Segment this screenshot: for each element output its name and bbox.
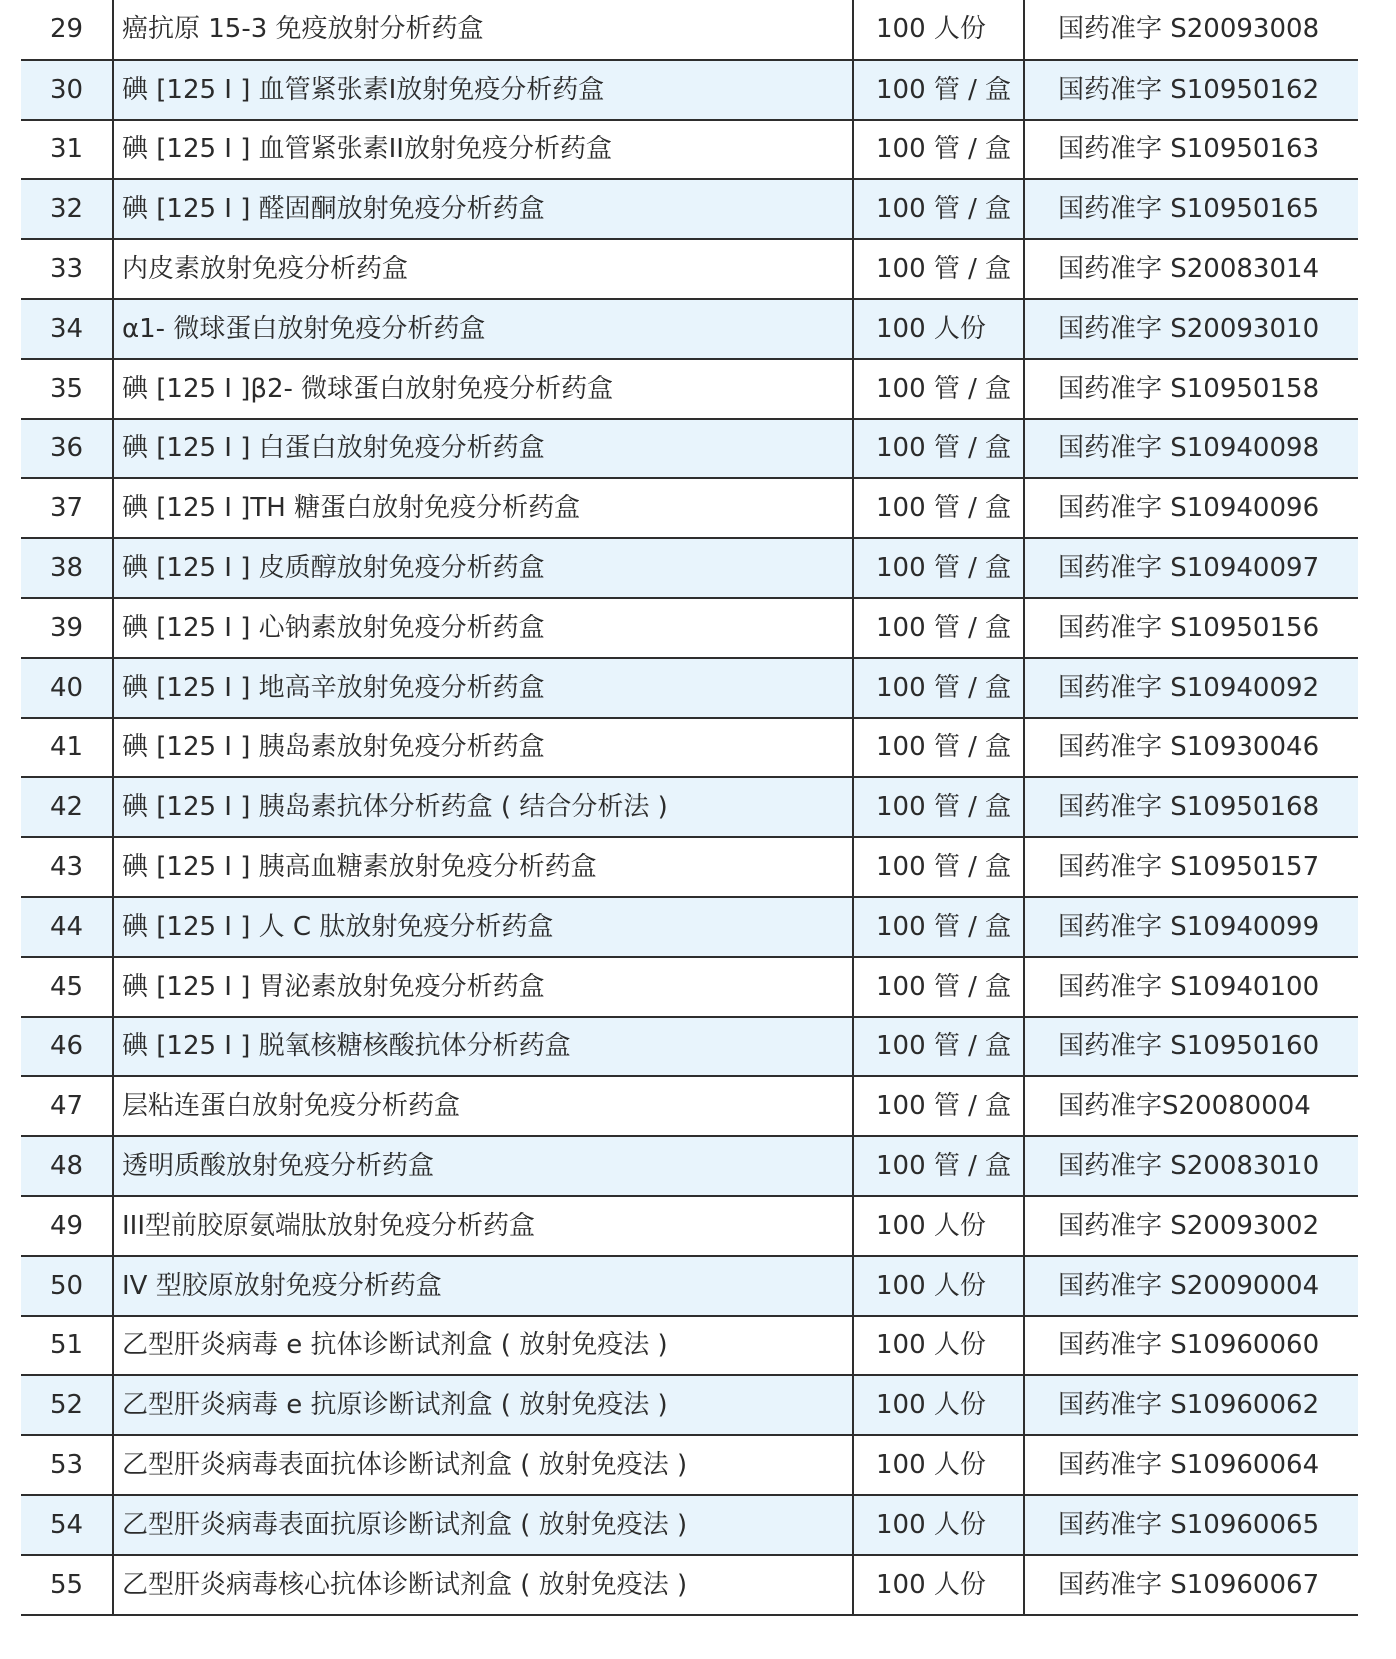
specification-cell: 100 管 / 盒 xyxy=(853,598,1024,658)
approval-number-cell: 国药准字 S20093010 xyxy=(1024,299,1358,359)
specification-cell: 100 管 / 盒 xyxy=(853,1017,1024,1077)
table-row xyxy=(21,598,1358,658)
specification-cell: 100 人份 xyxy=(853,1375,1024,1435)
product-name-cell: 碘 [125 I ] 白蛋白放射免疫分析药盒 xyxy=(113,419,853,479)
table-row xyxy=(21,658,1358,718)
product-name-cell: 碘 [125 I ] 人 C 肽放射免疫分析药盒 xyxy=(113,897,853,957)
table-row xyxy=(21,1495,1358,1555)
approval-number-cell: 国药准字 S10940092 xyxy=(1024,658,1358,718)
row-number-cell: 43 xyxy=(21,837,113,897)
specification-cell: 100 管 / 盒 xyxy=(853,837,1024,897)
specification-cell: 100 管 / 盒 xyxy=(853,419,1024,479)
row-number-cell: 54 xyxy=(21,1495,113,1555)
specification-cell: 100 人份 xyxy=(853,1256,1024,1316)
row-number-cell: 42 xyxy=(21,777,113,837)
table-row xyxy=(21,239,1358,299)
table-row xyxy=(21,777,1358,837)
table-row xyxy=(21,120,1358,180)
approval-number-cell: 国药准字 S10950163 xyxy=(1024,120,1358,180)
product-name-cell: 碘 [125 I ] 心钠素放射免疫分析药盒 xyxy=(113,598,853,658)
table-row xyxy=(21,60,1358,120)
product-name-cell: 碘 [125 I ] 胰岛素放射免疫分析药盒 xyxy=(113,718,853,778)
table-row xyxy=(21,1076,1358,1136)
table-row xyxy=(21,897,1358,957)
row-number-cell: 47 xyxy=(21,1076,113,1136)
table-row xyxy=(21,1375,1358,1435)
row-number-cell: 35 xyxy=(21,359,113,419)
table-row xyxy=(21,0,1358,60)
specification-cell: 100 管 / 盒 xyxy=(853,777,1024,837)
approval-number-cell: 国药准字 S10960064 xyxy=(1024,1435,1358,1495)
approval-number-cell: 国药准字 S20083014 xyxy=(1024,239,1358,299)
specification-cell: 100 人份 xyxy=(853,299,1024,359)
specification-cell: 100 管 / 盒 xyxy=(853,239,1024,299)
specification-cell: 100 人份 xyxy=(853,1435,1024,1495)
specification-cell: 100 管 / 盒 xyxy=(853,538,1024,598)
row-number-cell: 45 xyxy=(21,957,113,1017)
table-row xyxy=(21,1316,1358,1376)
approval-number-cell: 国药准字 S20090004 xyxy=(1024,1256,1358,1316)
row-number-cell: 51 xyxy=(21,1316,113,1376)
row-number-cell: 31 xyxy=(21,120,113,180)
product-name-cell: 碘 [125 I ] 胰岛素抗体分析药盒 ( 结合分析法 ) xyxy=(113,777,853,837)
row-number-cell: 40 xyxy=(21,658,113,718)
specification-cell: 100 人份 xyxy=(853,1316,1024,1376)
specification-cell: 100 管 / 盒 xyxy=(853,60,1024,120)
specification-cell: 100 管 / 盒 xyxy=(853,658,1024,718)
table-row xyxy=(21,179,1358,239)
table-row xyxy=(21,538,1358,598)
approval-number-cell: 国药准字 S10960065 xyxy=(1024,1495,1358,1555)
row-number-cell: 32 xyxy=(21,179,113,239)
specification-cell: 100 管 / 盒 xyxy=(853,718,1024,778)
approval-number-cell: 国药准字 S10940097 xyxy=(1024,538,1358,598)
table-row xyxy=(21,1256,1358,1316)
row-number-cell: 50 xyxy=(21,1256,113,1316)
approval-number-cell: 国药准字 S10930046 xyxy=(1024,718,1358,778)
row-number-cell: 33 xyxy=(21,239,113,299)
row-number-cell: 41 xyxy=(21,718,113,778)
product-name-cell: 乙型肝炎病毒核心抗体诊断试剂盒 ( 放射免疫法 ) xyxy=(113,1555,853,1615)
row-number-cell: 49 xyxy=(21,1196,113,1256)
table-row xyxy=(21,478,1358,538)
product-name-cell: 内皮素放射免疫分析药盒 xyxy=(113,239,853,299)
table-row xyxy=(21,718,1358,778)
row-number-cell: 53 xyxy=(21,1435,113,1495)
product-name-cell: 层粘连蛋白放射免疫分析药盒 xyxy=(113,1076,853,1136)
approval-number-cell: 国药准字 S10950165 xyxy=(1024,179,1358,239)
approval-number-cell: 国药准字 S10950158 xyxy=(1024,359,1358,419)
product-name-cell: 乙型肝炎病毒表面抗原诊断试剂盒 ( 放射免疫法 ) xyxy=(113,1495,853,1555)
approval-number-cell: 国药准字 S10950156 xyxy=(1024,598,1358,658)
product-name-cell: III型前胶原氨端肽放射免疫分析药盒 xyxy=(113,1196,853,1256)
table-row xyxy=(21,1555,1358,1615)
approval-number-cell: 国药准字 S10960067 xyxy=(1024,1555,1358,1615)
approval-number-cell: 国药准字 S10940096 xyxy=(1024,478,1358,538)
approval-number-cell: 国药准字 S10940099 xyxy=(1024,897,1358,957)
table-row xyxy=(21,419,1358,479)
row-number-cell: 37 xyxy=(21,478,113,538)
approval-number-cell: 国药准字 S10950168 xyxy=(1024,777,1358,837)
row-number-cell: 55 xyxy=(21,1555,113,1615)
product-name-cell: IV 型胶原放射免疫分析药盒 xyxy=(113,1256,853,1316)
specification-cell: 100 管 / 盒 xyxy=(853,179,1024,239)
table-row xyxy=(21,1136,1358,1196)
specification-cell: 100 管 / 盒 xyxy=(853,1136,1024,1196)
product-name-cell: 乙型肝炎病毒表面抗体诊断试剂盒 ( 放射免疫法 ) xyxy=(113,1435,853,1495)
specification-cell: 100 管 / 盒 xyxy=(853,478,1024,538)
approval-number-cell: 国药准字 S10950160 xyxy=(1024,1017,1358,1077)
approval-number-cell: 国药准字 S10950157 xyxy=(1024,837,1358,897)
row-number-cell: 29 xyxy=(21,0,113,60)
product-name-cell: α1- 微球蛋白放射免疫分析药盒 xyxy=(113,299,853,359)
product-name-cell: 碘 [125 I ] 血管紧张素I放射免疫分析药盒 xyxy=(113,60,853,120)
product-name-cell: 碘 [125 I ] 地高辛放射免疫分析药盒 xyxy=(113,658,853,718)
specification-cell: 100 人份 xyxy=(853,1495,1024,1555)
specification-cell: 100 管 / 盒 xyxy=(853,957,1024,1017)
product-name-cell: 碘 [125 I ] 血管紧张素II放射免疫分析药盒 xyxy=(113,120,853,180)
row-number-cell: 52 xyxy=(21,1375,113,1435)
approval-number-cell: 国药准字 S20083010 xyxy=(1024,1136,1358,1196)
specification-cell: 100 人份 xyxy=(853,1196,1024,1256)
approval-number-cell: 国药准字 S20093008 xyxy=(1024,0,1358,60)
table-row xyxy=(21,1017,1358,1077)
product-name-cell: 碘 [125 I ]β2- 微球蛋白放射免疫分析药盒 xyxy=(113,359,853,419)
product-name-cell: 碘 [125 I ] 胃泌素放射免疫分析药盒 xyxy=(113,957,853,1017)
table-body xyxy=(21,0,1358,1615)
row-number-cell: 48 xyxy=(21,1136,113,1196)
row-number-cell: 34 xyxy=(21,299,113,359)
approval-number-cell: 国药准字 S20093002 xyxy=(1024,1196,1358,1256)
specification-cell: 100 管 / 盒 xyxy=(853,359,1024,419)
table-row xyxy=(21,837,1358,897)
product-name-cell: 癌抗原 15-3 免疫放射分析药盒 xyxy=(113,0,853,60)
row-number-cell: 38 xyxy=(21,538,113,598)
row-number-cell: 46 xyxy=(21,1017,113,1077)
approval-number-cell: 国药准字 S10940100 xyxy=(1024,957,1358,1017)
product-name-cell: 碘 [125 I ]TH 糖蛋白放射免疫分析药盒 xyxy=(113,478,853,538)
approval-number-cell: 国药准字 S10940098 xyxy=(1024,419,1358,479)
product-name-cell: 碘 [125 I ] 胰高血糖素放射免疫分析药盒 xyxy=(113,837,853,897)
specification-cell: 100 人份 xyxy=(853,1555,1024,1615)
table-row xyxy=(21,1196,1358,1256)
product-name-cell: 碘 [125 I ] 脱氧核糖核酸抗体分析药盒 xyxy=(113,1017,853,1077)
approval-number-cell: 国药准字 S10950162 xyxy=(1024,60,1358,120)
specification-cell: 100 管 / 盒 xyxy=(853,1076,1024,1136)
product-name-cell: 透明质酸放射免疫分析药盒 xyxy=(113,1136,853,1196)
table-row xyxy=(21,299,1358,359)
approval-number-cell: 国药准字S20080004 xyxy=(1024,1076,1358,1136)
table-row xyxy=(21,957,1358,1017)
row-number-cell: 30 xyxy=(21,60,113,120)
table-row xyxy=(21,1435,1358,1495)
specification-cell: 100 管 / 盒 xyxy=(853,120,1024,180)
product-name-cell: 乙型肝炎病毒 e 抗原诊断试剂盒 ( 放射免疫法 ) xyxy=(113,1375,853,1435)
specification-cell: 100 人份 xyxy=(853,0,1024,60)
specification-cell: 100 管 / 盒 xyxy=(853,897,1024,957)
table-row xyxy=(21,359,1358,419)
approval-number-cell: 国药准字 S10960060 xyxy=(1024,1316,1358,1376)
product-name-cell: 乙型肝炎病毒 e 抗体诊断试剂盒 ( 放射免疫法 ) xyxy=(113,1316,853,1376)
row-number-cell: 44 xyxy=(21,897,113,957)
row-number-cell: 39 xyxy=(21,598,113,658)
product-name-cell: 碘 [125 I ] 醛固酮放射免疫分析药盒 xyxy=(113,179,853,239)
row-number-cell: 36 xyxy=(21,419,113,479)
approval-number-cell: 国药准字 S10960062 xyxy=(1024,1375,1358,1435)
product-name-cell: 碘 [125 I ] 皮质醇放射免疫分析药盒 xyxy=(113,538,853,598)
product-table xyxy=(21,0,1358,1616)
